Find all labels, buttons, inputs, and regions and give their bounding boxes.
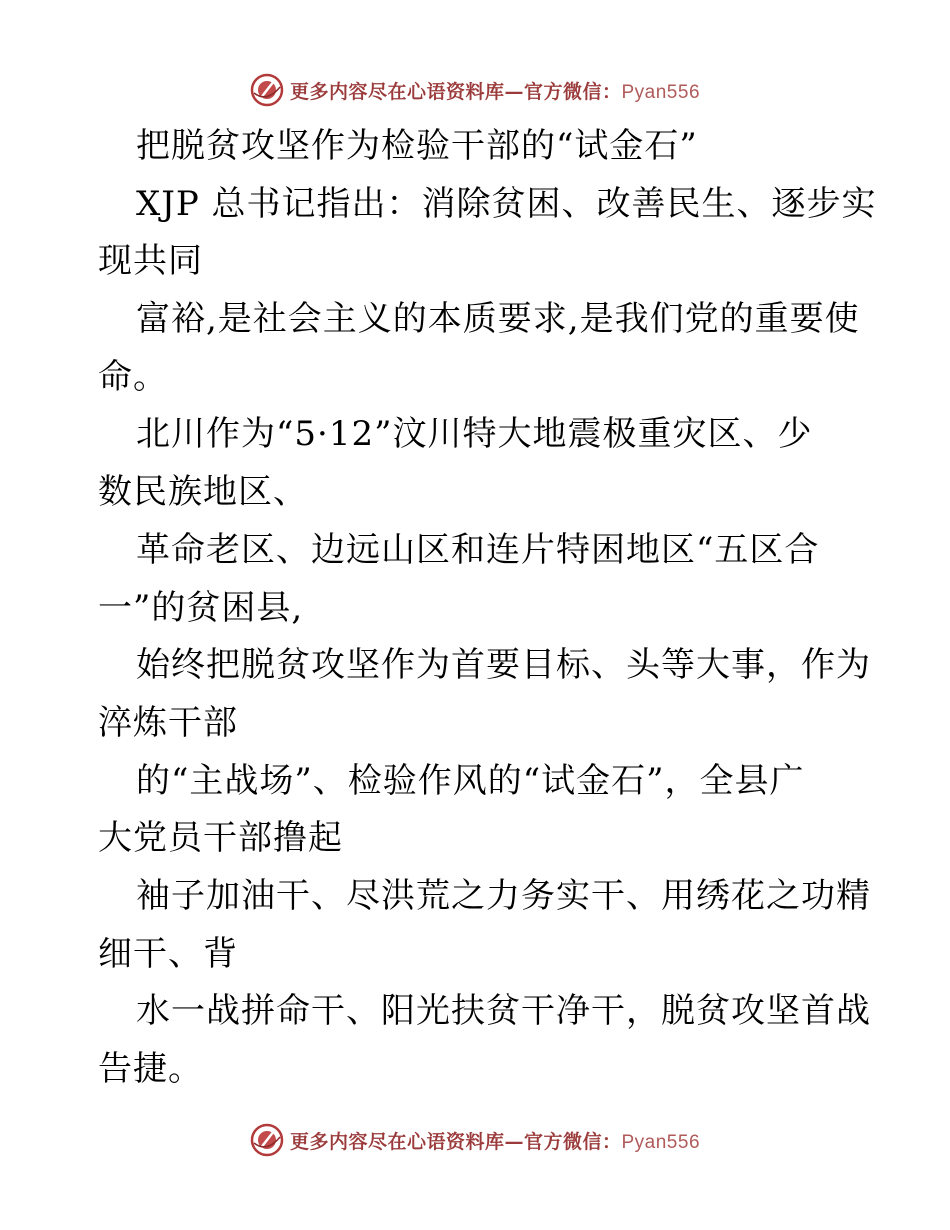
text-line: 水一战拼命干、阳光扶贫干净干，脱贫攻坚首战 xyxy=(136,991,871,1032)
footer-banner xyxy=(0,1120,950,1160)
text-line: 一”的贫困县, xyxy=(98,587,304,628)
text-line: 数民族地区、 xyxy=(98,472,308,513)
text-line: 把脱贫攻坚作为检验干部的“试金石” xyxy=(136,126,698,166)
text-line: 袖子加油干、尽洪荒之力务实干、用绣花之功精 xyxy=(136,875,871,916)
text-line: 的“主战场”、检验作风的“试金石”，全县广 xyxy=(136,760,805,801)
header-banner xyxy=(0,70,950,110)
text-line: 命。 xyxy=(98,356,168,397)
text-line: 富裕,是社会主义的本质要求,是我们党的重要使 xyxy=(136,299,860,340)
seal-logo-icon xyxy=(250,1123,284,1157)
banner-text: 更多内容尽在心语资料库—官方微信：Pyan556 xyxy=(289,80,701,103)
text-line: XJP 总书记指出：消除贫困、改善民生、逐步实 xyxy=(136,183,877,224)
seal-logo-icon xyxy=(250,73,284,107)
text-line: 北川作为“5·12”汶川特大地震极重灾区、少 xyxy=(136,414,813,455)
text-line: 告捷。 xyxy=(98,1049,203,1089)
text-line: 大党员干部撸起 xyxy=(98,818,343,859)
banner-text: 更多内容尽在心语资料库—官方微信：Pyan556 xyxy=(289,1130,701,1153)
text-line: 细干、背 xyxy=(98,933,238,974)
document-body xyxy=(98,118,877,1099)
text-line: 始终把脱贫攻坚作为首要目标、头等大事，作为 xyxy=(136,645,871,686)
text-line: 现共同 xyxy=(98,241,203,282)
text-line: 革命老区、边远山区和连片特困地区“五区合 xyxy=(136,529,820,570)
text-line: 淬炼干部 xyxy=(98,702,238,743)
